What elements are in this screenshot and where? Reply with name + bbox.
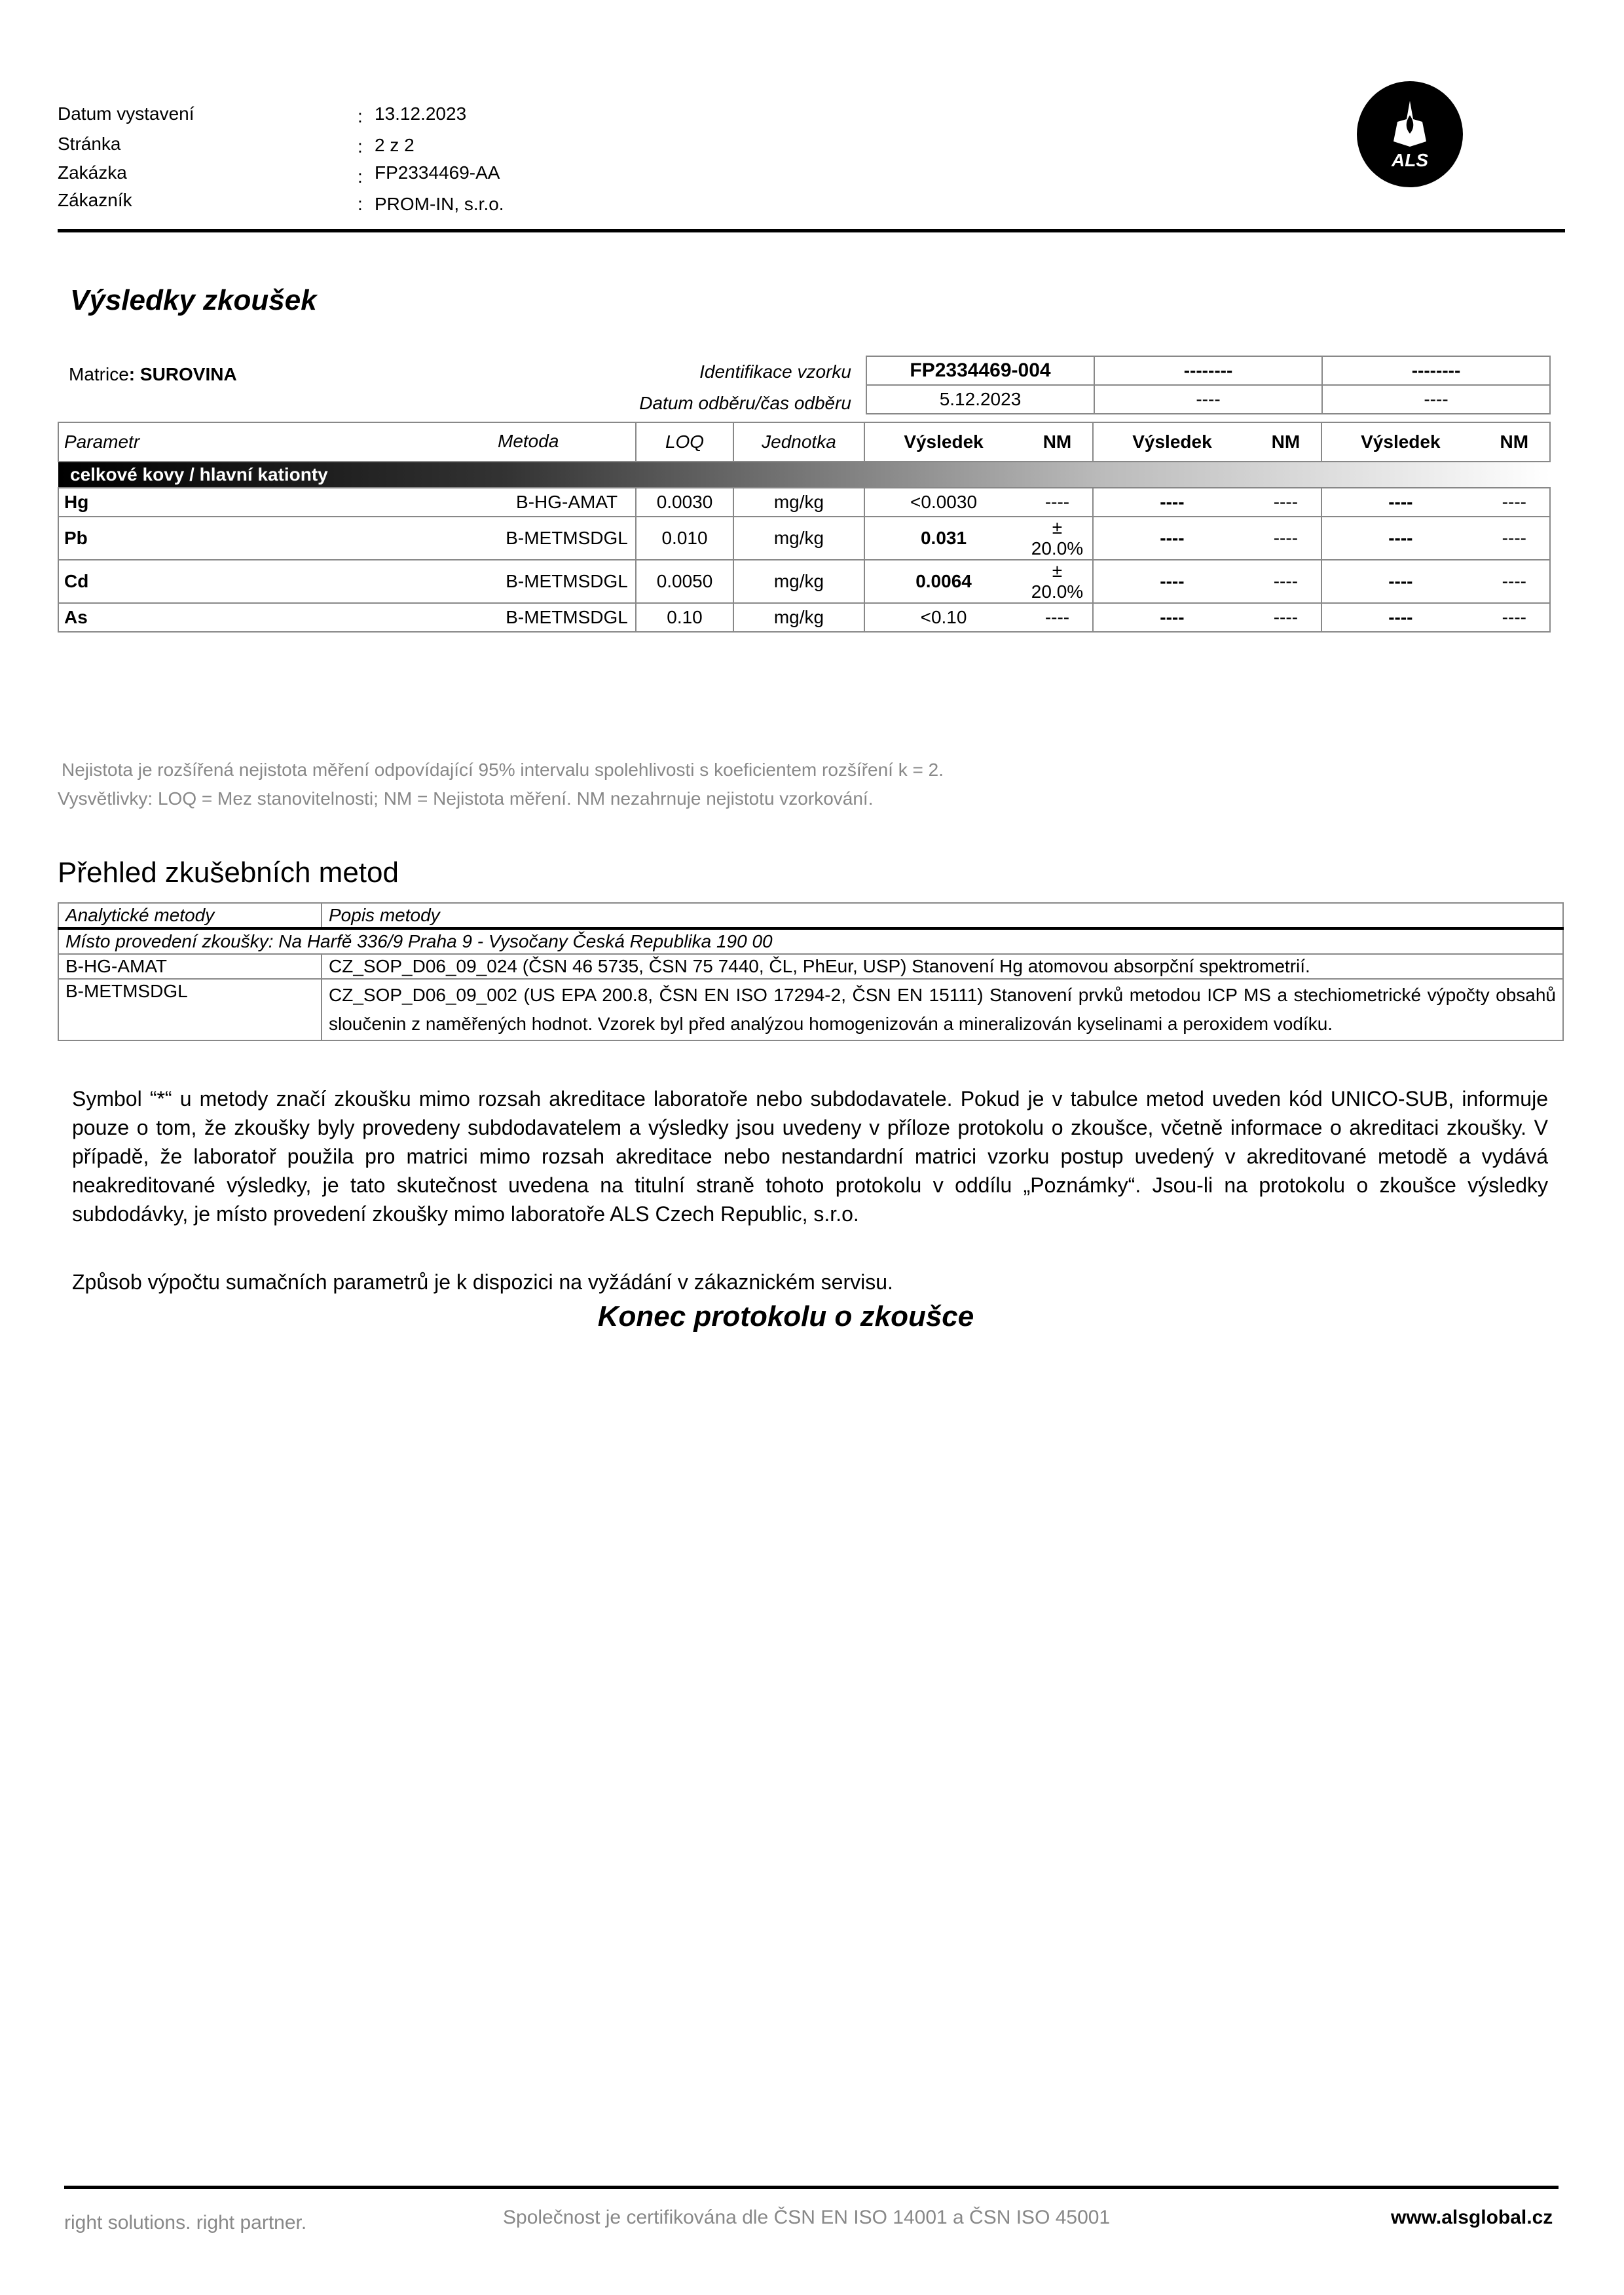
sample-date-3: ---- xyxy=(1322,385,1550,414)
methods-section-title: Přehled zkušebních metod xyxy=(58,856,399,889)
methods-table xyxy=(58,902,1564,1041)
uncertainty-note: Nejistota je rozšířená nejistota měření odpovídající 95% intervalu spolehlivosti s koeficientem rozšíření k = 2. xyxy=(62,760,944,780)
als-logo xyxy=(1357,81,1463,187)
matrix-line xyxy=(69,364,237,385)
issue-date-value: 13.12.2023 xyxy=(375,103,467,124)
matrix-value: : SUROVINA xyxy=(128,364,237,384)
nm-cell: ---- xyxy=(1022,603,1093,632)
result-cell: <0.10 xyxy=(864,603,1022,632)
col-method: Metoda xyxy=(498,431,559,451)
unit-cell: mg/kg xyxy=(733,603,865,632)
results-table xyxy=(58,422,1551,633)
col-result-2: Výsledek xyxy=(1093,422,1251,462)
table-row xyxy=(58,954,1563,979)
calc-note: Způsob výpočtu sumačních parametrů je k dispozici na vyžádání v zákaznickém servisu. xyxy=(72,1270,893,1294)
nm-cell: ---- xyxy=(1022,488,1093,517)
methods-location: Místo provedení zkoušky: Na Harfě 336/9 Praha 9 - Vysočany Česká Republika 190 00 xyxy=(58,928,1563,954)
sample-id-table xyxy=(866,356,1551,414)
param-as: As xyxy=(58,603,498,632)
col-unit: Jednotka xyxy=(733,422,865,462)
method-cell: B-METMSDGL xyxy=(498,517,637,560)
table-row xyxy=(58,517,1550,560)
col-loq: LOQ xyxy=(636,422,733,462)
table-row xyxy=(58,603,1550,632)
end-of-protocol: Konec protokolu o zkoušce xyxy=(597,1300,974,1332)
nm-cell: ± 20.0% xyxy=(1022,517,1093,560)
colon: : xyxy=(358,194,363,214)
result-cell: <0.0030 xyxy=(864,488,1022,517)
footer-rule xyxy=(64,2186,1559,2189)
nm-cell: ± 20.0% xyxy=(1022,560,1093,603)
order-label: Zakázka xyxy=(58,162,127,183)
group-title: celkové kovy / hlavní kationty xyxy=(58,462,1550,488)
loq-cell: 0.0030 xyxy=(636,488,733,517)
result-cell: ---- xyxy=(1093,517,1251,560)
table-row xyxy=(58,560,1550,603)
loq-cell: 0.10 xyxy=(636,603,733,632)
method-cell: B-HG-AMAT xyxy=(498,488,637,517)
unit-cell: mg/kg xyxy=(733,560,865,603)
result-cell: ---- xyxy=(1093,488,1251,517)
page-label: Stránka xyxy=(58,134,121,154)
sample-date-2: ---- xyxy=(1094,385,1322,414)
nm-cell: ---- xyxy=(1479,560,1550,603)
loq-cell: 0.010 xyxy=(636,517,733,560)
symbol-note: Symbol “*“ u metody značí zkoušku mimo rozsah akreditace laboratoře nebo subdodavatele. Pokud je v tabulce metod uveden kód UNICO-SUB, informuje pouze o tom, že zkoušky byly provedeny subdodavatelem a výsledky jsou uvedeny v příloze protokolu o zkoušce, včetně informace o akreditaci zkoušky. V případě, že laboratoř použila pro matrici mimo rozsah akreditace nebo nestandardní matrici vzorku postup uvedený v akreditované metodě a vydává neakreditované výsledky, je tato skutečnost uvedena na titulní straně tohoto protokolu v oddílu „Poznámky“. Jsou-li na protokolu o zkoušce výsledky subdodávky, je místo provedení zkoušky mimo laboratoře ALS Czech Republic, s.r.o. xyxy=(72,1087,1548,1226)
unit-cell: mg/kg xyxy=(733,488,865,517)
col-param xyxy=(58,422,559,462)
nm-cell: ---- xyxy=(1251,517,1321,560)
nm-cell: ---- xyxy=(1251,560,1321,603)
methods-col-description: Popis metody xyxy=(322,903,1563,928)
page-title: Výsledky zkoušek xyxy=(70,284,317,316)
issue-date-label: Datum vystavení xyxy=(58,103,194,124)
legend-note: Vysvětlivky: LOQ = Mez stanovitelnosti; NM = Nejistota měření. NM nezahrnuje nejistotu vzorkování. xyxy=(58,788,874,809)
result-cell: ---- xyxy=(1321,517,1479,560)
nm-cell: ---- xyxy=(1251,603,1321,632)
table-row xyxy=(58,488,1550,517)
nm-cell: ---- xyxy=(1479,603,1550,632)
result-cell: 0.0064 xyxy=(864,560,1022,603)
method-cell: B-METMSDGL xyxy=(498,603,637,632)
result-cell: ---- xyxy=(1093,603,1251,632)
nm-cell: ---- xyxy=(1479,488,1550,517)
result-cell: ---- xyxy=(1321,488,1479,517)
methods-col-analytical: Analytické metody xyxy=(58,903,322,928)
param-pb: Pb xyxy=(58,517,498,560)
colon: : xyxy=(358,166,363,187)
sample-id-3: -------- xyxy=(1322,356,1550,385)
col-nm-2: NM xyxy=(1251,422,1321,462)
method-desc: CZ_SOP_D06_09_024 (ČSN 46 5735, ČSN 75 7440, ČL, PhEur, USP) Stanovení Hg atomovou absorpční spektrometrií. xyxy=(322,954,1563,979)
page-value: 2 z 2 xyxy=(375,135,415,155)
result-cell: 0.031 xyxy=(864,517,1022,560)
param-hg: Hg xyxy=(58,488,498,517)
method-cell: B-METMSDGL xyxy=(498,560,637,603)
unit-cell: mg/kg xyxy=(733,517,865,560)
sample-id-label: Identifikace vzorku xyxy=(699,361,851,382)
logo-text: ALS xyxy=(1392,150,1428,170)
result-cell: ---- xyxy=(1093,560,1251,603)
method-desc: CZ_SOP_D06_09_002 (US EPA 200.8, ČSN EN ISO 17294-2, ČSN EN 15111) Stanovení prvků metodou ICP MS a stechiometrické výpočty obsahů sloučenin z naměřených hodnot. Vzorek byl před analýzou homogenizován a mineralizován kyselinami a peroxidem vodíku. xyxy=(322,979,1563,1040)
nm-cell: ---- xyxy=(1479,517,1550,560)
sample-id-1: FP2334469-004 xyxy=(866,356,1094,385)
order-value: FP2334469-AA xyxy=(375,162,500,183)
customer-label: Zákazník xyxy=(58,190,132,210)
loq-cell: 0.0050 xyxy=(636,560,733,603)
sample-id-2: -------- xyxy=(1094,356,1322,385)
matrix-label: Matrice xyxy=(69,364,129,384)
sample-date-label: Datum odběru/čas odběru xyxy=(639,393,851,413)
col-param-label: Parametr xyxy=(64,431,140,452)
footer-slogan: right solutions. right partner. xyxy=(64,2212,307,2233)
customer-value: PROM-IN, s.r.o. xyxy=(375,194,504,214)
colon: : xyxy=(358,106,363,126)
table-row xyxy=(58,979,1563,1040)
method-code: B-METMSDGL xyxy=(58,979,322,1040)
col-result-3: Výsledek xyxy=(1321,422,1479,462)
colon: : xyxy=(358,136,363,156)
nm-cell: ---- xyxy=(1251,488,1321,517)
sample-date-1: 5.12.2023 xyxy=(866,385,1094,414)
header-rule xyxy=(58,229,1565,232)
result-cell: ---- xyxy=(1321,603,1479,632)
footer-website[interactable]: www.alsglobal.cz xyxy=(1391,2207,1553,2228)
footer-certification: Společnost je certifikována dle ČSN EN ISO 14001 a ČSN ISO 45001 xyxy=(503,2207,1111,2228)
method-code: B-HG-AMAT xyxy=(58,954,322,979)
col-nm-3: NM xyxy=(1479,422,1550,462)
col-result-1: Výsledek xyxy=(864,422,1022,462)
als-logo-icon xyxy=(1357,81,1463,187)
result-cell: ---- xyxy=(1321,560,1479,603)
param-cd: Cd xyxy=(58,560,498,603)
col-nm-1: NM xyxy=(1022,422,1093,462)
